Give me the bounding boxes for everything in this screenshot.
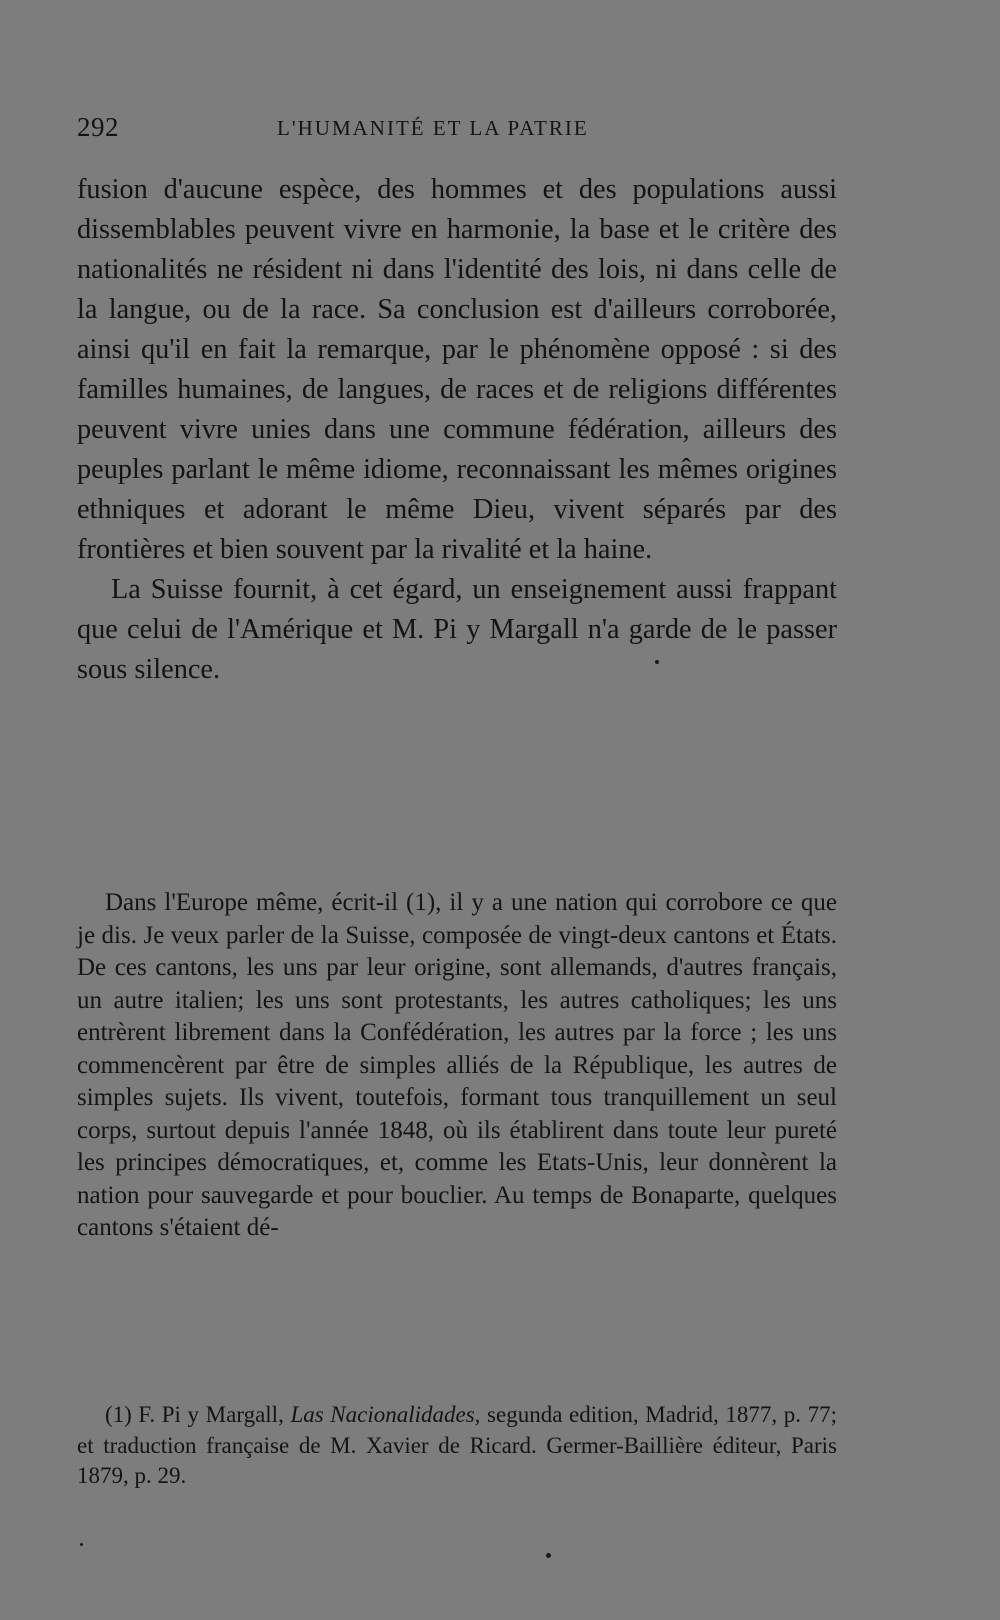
footnote-rest: segunda edition, Madrid, 1877, p. 77; et traduction française de M. Xavier de Ricard. Germer-Baillière éditeur, Paris 1879, p. 29. [77,1402,837,1488]
footnote-lead: (1) F. Pi y Margall, [105,1402,291,1427]
footnote-paragraph [77,1400,837,1492]
page-number: 292 [77,112,119,142]
main-text [77,170,837,690]
paragraph: La Suisse fournit, à cet égard, un enseignement aussi frappant que celui de l'Amérique et M. Pi y Margall n'a garde de le passer sous silence. [77,574,837,685]
scan-speck [655,660,659,664]
footnote [77,1400,837,1492]
block-quote [77,887,837,1245]
quote-paragraph: Dans l'Europe même, écrit-il (1), il y a une nation qui corrobore ce que je dis. Je veux parler de la Suisse, composée de vingt-deux cantons et États. De ces cantons, les uns par leur origine, sont allemands, d'autres français, un autre italien; les uns sont protestants, les autres catholiques; les uns entrèrent librement dans la Confédération, les autres par la force ; les uns commencèrent par être de simples alliés de la République, les autres de simples sujets. Ils vivent, toutefois, formant tous tranquillement un seul corps, surtout depuis l'année 1848, où ils établirent dans toute leur pureté les principes démocratiques, et, comme les Etats-Unis, leur donnèrent la nation pour sauvegarde et pour bouclier. Au temps de Bonaparte, quelques cantons s'étaient dé- [77,889,837,1241]
page-header [77,112,837,148]
scan-speck [80,1543,83,1546]
scan-speck [546,1553,551,1558]
running-title: L'HUMANITÉ ET LA PATRIE [277,116,589,140]
paragraph: fusion d'aucune espèce, des hommes et des populations aussi dissemblables peuvent vivre en harmonie, la base et le critère des nationalités ne résident ni dans l'identité des lois, ni dans celle de la langue, ou de la race. Sa conclusion est d'ailleurs corroborée, ainsi qu'il en fait la remarque, par le phénomène opposé : si des familles humaines, de langues, de races et de religions différentes peuvent vivre unies dans une commune fédération, ailleurs des peuples parlant le même idiome, reconnaissant les mêmes origines ethniques et adorant le même Dieu, vivent séparés par des frontières et bien souvent par la rivalité et la haine. [77,174,837,565]
footnote-work-title: Las Nacionalidades, [290,1402,481,1427]
